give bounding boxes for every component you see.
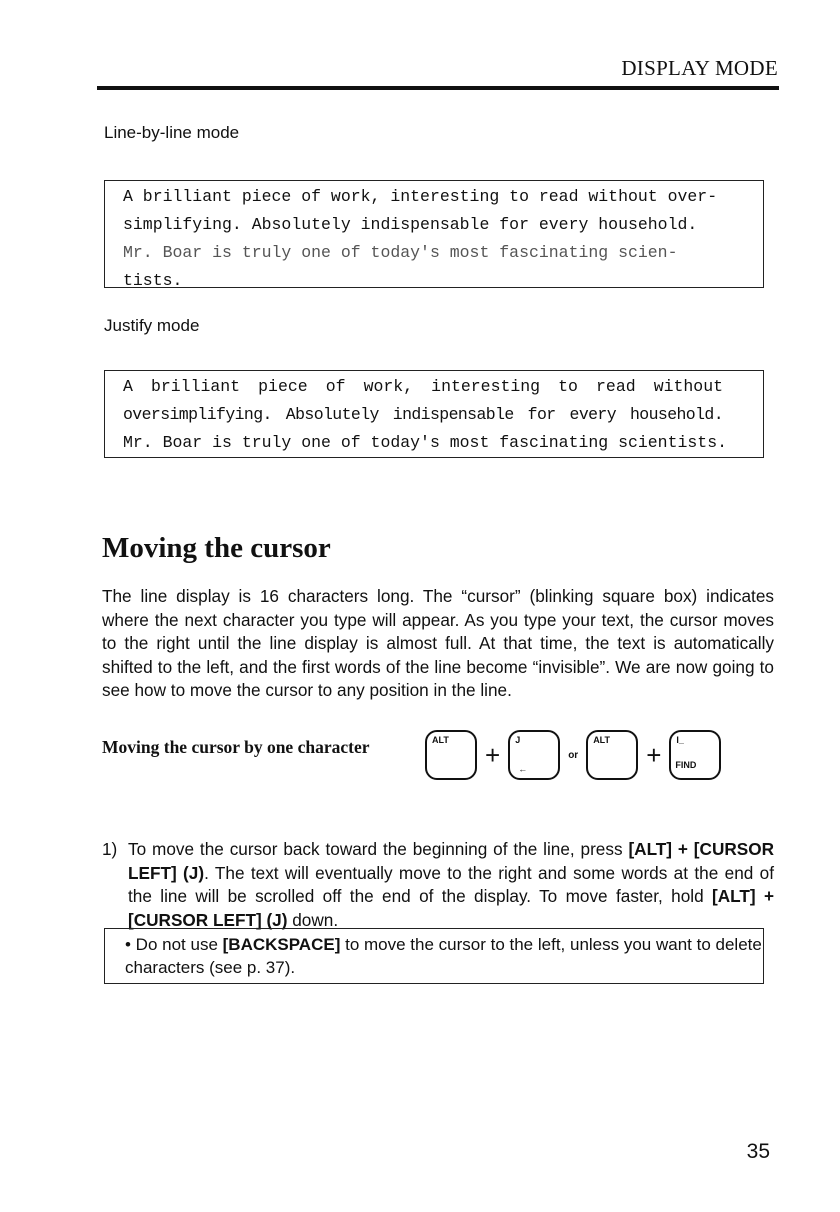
or-text: or [568, 749, 579, 761]
example-line: A brilliant piece of work, interesting to read without over- [123, 187, 718, 206]
plus-sign: + [646, 739, 662, 770]
example-line: Mr. Boar is truly one of today's most fascinating scien- [123, 243, 678, 262]
alt-key-icon: ALT [425, 730, 477, 780]
page-number: 35 [746, 1140, 770, 1163]
example-line: Mr. Boar is truly one of today's most fascinating scientists. [123, 433, 727, 452]
example-line: tists. [123, 271, 183, 290]
alt-key-icon: ALT [586, 730, 638, 780]
note-box: • Do not use [BACKSPACE] to move the cursor to the left, unless you want to delete characters (see p. 37). [104, 928, 764, 984]
running-header: DISPLAY MODE [621, 56, 778, 80]
header-rule [97, 86, 779, 90]
example-line: oversimplifying. Absolutely indispensable for every household. [123, 405, 723, 424]
section-title: Moving the cursor [102, 532, 331, 564]
subsection-title: Moving the cursor by one character [102, 737, 370, 757]
example-line: simplifying. Absolutely indispensable for every household. [123, 215, 698, 234]
justify-mode-example [104, 370, 764, 458]
line-mode-label: Line-by-line mode [104, 123, 240, 142]
cursor-left-key-icon: J ← [508, 730, 560, 780]
plus-sign: + [485, 739, 501, 770]
intro-paragraph: The line display is 16 characters long. The “cursor” (blinking square box) indicates where the next character you type will appear. As you type your text, the cursor moves to the right until the line display is almost full. At that time, the text is automatically shifted to the left, and the first words of the line become “invisible”. We are now going to see how to move the cursor to any position in the line. [102, 586, 774, 700]
justify-mode-label: Justify mode [104, 316, 200, 335]
example-line: A brilliant piece of work, interesting to read without [123, 377, 723, 396]
find-key-icon: I_ FIND [669, 730, 721, 780]
step-1: 1) To move the cursor back toward the beginning of the line, press [ALT] + [CURSOR LEFT] (J). The text will eventually move to the right and some words at the end of the line will be scrolled off the end of the display. To move faster, hold [ALT] + [CURSOR LEFT] (J) down. [102, 839, 775, 930]
key-combination [425, 730, 721, 780]
line-mode-example [104, 180, 764, 288]
